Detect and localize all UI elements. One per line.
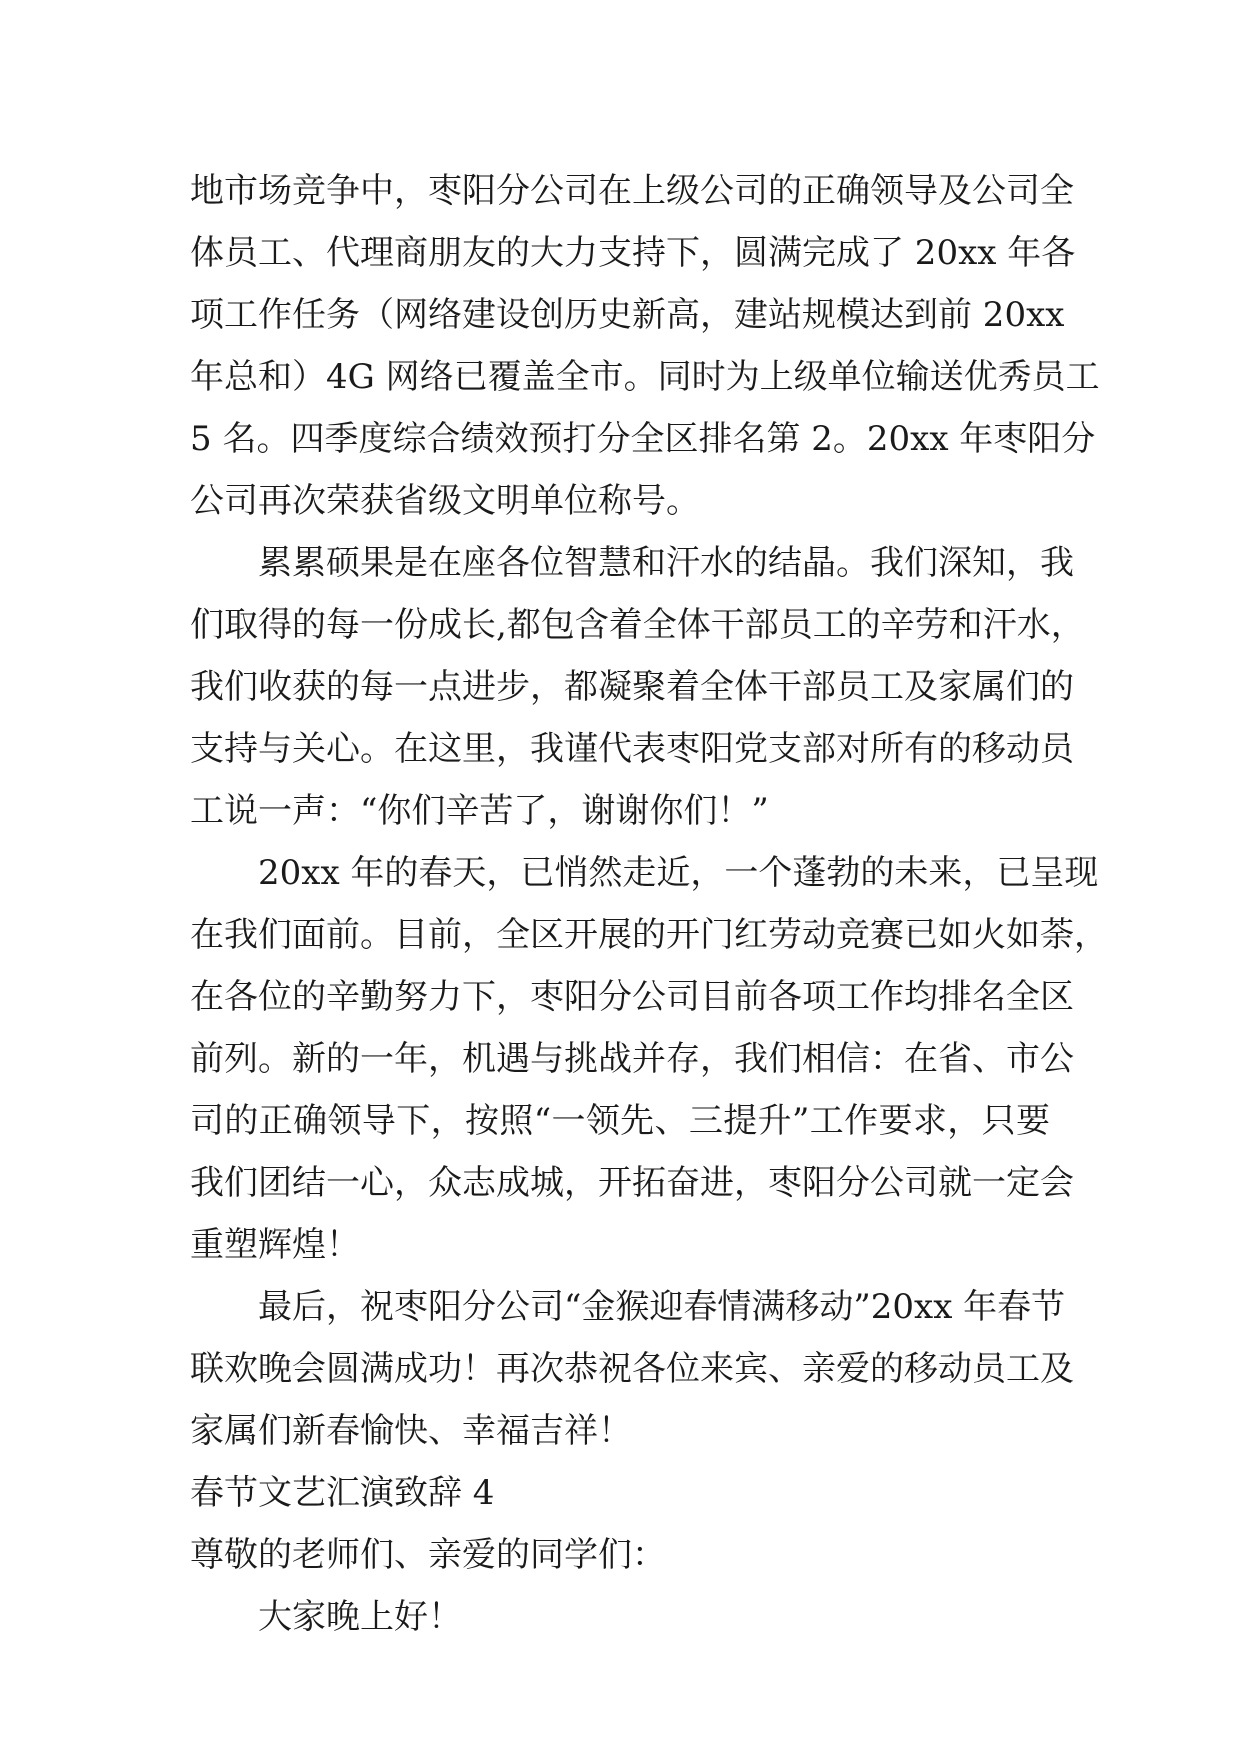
paragraph-outlook <box>190 842 1108 1276</box>
section-title: 春节文艺汇演致辞 4 <box>190 1473 495 1513</box>
text-line: 年总和）4G 网络已覆盖全市。同时为上级单位输送优秀员工 <box>190 357 1100 397</box>
text-line: 最后，祝枣阳分公司“金猴迎春情满移动”20xx 年春节 <box>258 1287 1066 1327</box>
greeting: 大家晚上好！ <box>258 1597 462 1637</box>
text-line: 们取得的每一份成长,都包含着全体干部员工的辛劳和汗水， <box>190 605 1085 645</box>
text-line: 在我们面前。目前，全区开展的开门红劳动竞赛已如火如荼， <box>190 915 1108 955</box>
text-line: 前列。新的一年，机遇与挑战并存，我们相信：在省、市公 <box>190 1039 1074 1079</box>
text-line: 体员工、代理商朋友的大力支持下，圆满完成了 20xx 年各 <box>190 233 1076 273</box>
text-line: 5 名。四季度综合绩效预打分全区排名第 2。20xx 年枣阳分 <box>190 419 1096 459</box>
text-line: 我们收获的每一点进步，都凝聚着全体干部员工及家属们的 <box>190 667 1074 707</box>
text-line: 公司再次荣获省级文明单位称号。 <box>190 481 700 521</box>
text-line: 项工作任务（网络建设创历史新高，建站规模达到前 20xx <box>190 295 1065 335</box>
text-line: 累累硕果是在座各位智慧和汗水的结晶。我们深知，我 <box>258 543 1074 583</box>
paragraph-thanks <box>190 532 1085 842</box>
text-line: 地市场竞争中，枣阳分公司在上级公司的正确领导及公司全 <box>190 171 1074 211</box>
paragraph-closing-wishes <box>190 1276 1074 1462</box>
text-line: 支持与关心。在这里，我谨代表枣阳党支部对所有的移动员 <box>190 729 1074 769</box>
text-line: 司的正确领导下，按照“一领先、三提升”工作要求，只要 <box>190 1101 1050 1141</box>
document-body <box>190 160 1108 1648</box>
text-line: 家属们新春愉快、幸福吉祥！ <box>190 1411 632 1451</box>
text-line: 20xx 年的春天，已悄然走近，一个蓬勃的未来，已呈现 <box>258 853 1099 893</box>
paragraph-achievements <box>190 160 1100 532</box>
salutation: 尊敬的老师们、亲爱的同学们： <box>190 1535 666 1575</box>
text-line: 工说一声：“你们辛苦了，谢谢你们！” <box>190 791 769 831</box>
text-line: 我们团结一心，众志成城，开拓奋进，枣阳分公司就一定会 <box>190 1163 1074 1203</box>
text-line: 重塑辉煌！ <box>190 1225 360 1265</box>
text-line: 联欢晚会圆满成功！再次恭祝各位来宾、亲爱的移动员工及 <box>190 1349 1074 1389</box>
text-line: 在各位的辛勤努力下，枣阳分公司目前各项工作均排名全区 <box>190 977 1074 1017</box>
